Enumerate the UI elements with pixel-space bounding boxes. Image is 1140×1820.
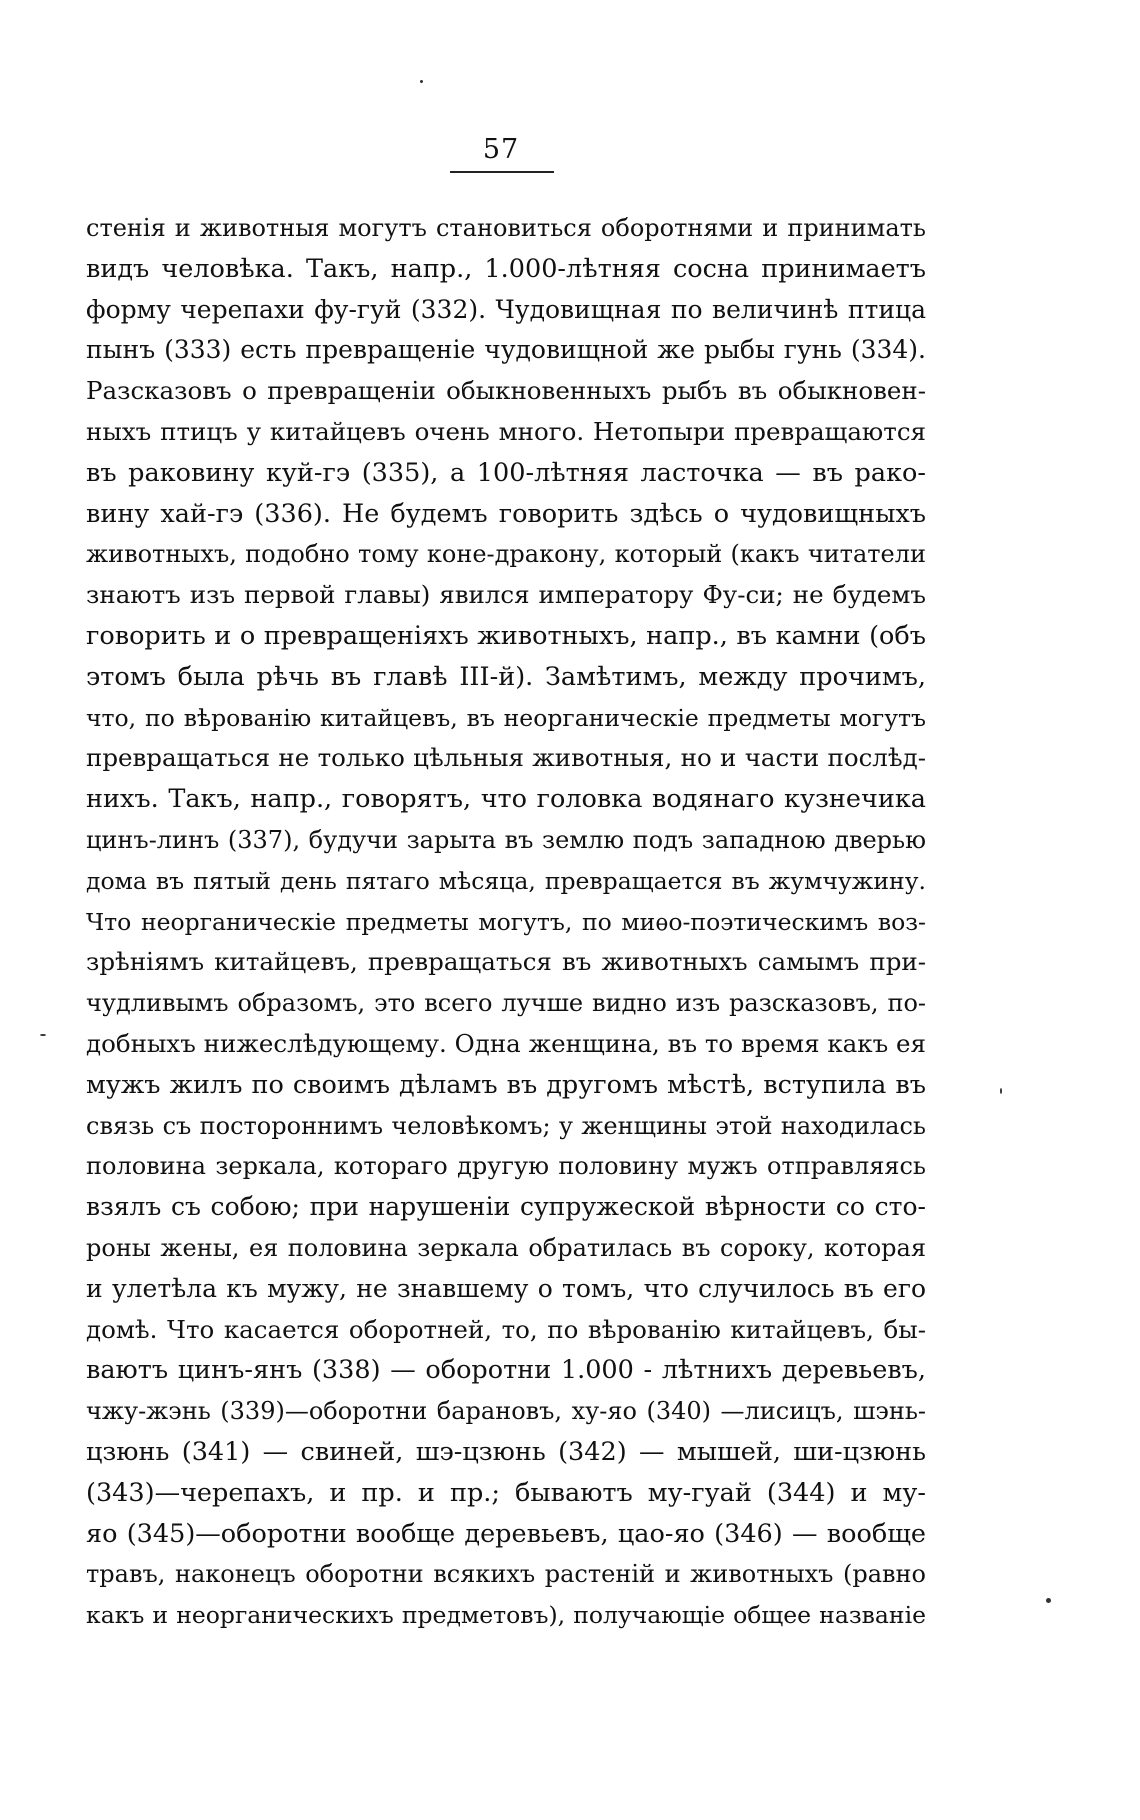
text-line: превращаться не только цѣльныя животныя, но и части послѣд-: [86, 743, 926, 773]
text-line: Разсказовъ о превращеніи обыкновенныхъ рыбъ въ обыкновен-: [86, 376, 926, 406]
text-line: этомъ была рѣчь въ главѣ III-й). Замѣтимъ, между прочимъ,: [86, 661, 926, 692]
text-line: взялъ съ собою; при нарушеніи супружеской вѣрности со сто-: [86, 1192, 926, 1222]
text-line: чудливымъ образомъ, это всего лучше видно изъ разсказовъ, по-: [86, 989, 926, 1018]
text-line: Что неорганическіе предметы могутъ, по миѳо-поэтическимъ воз-: [86, 907, 926, 936]
text-line: дома въ пятый день пятаго мѣсяца, превращается въ жумчужину.: [86, 866, 926, 895]
page-number-rule: [450, 171, 554, 173]
text-line: (343)—черепахъ, и пр. и пр.; бываютъ му-гуай (344) и му-: [86, 1477, 926, 1508]
text-line: зрѣніямъ китайцевъ, превращаться въ животныхъ самымъ при-: [86, 947, 926, 977]
text-line: ныхъ птицъ у китайцевъ очень много. Нетопыри превращаются: [86, 416, 926, 446]
text-line: стенія и животныя могутъ становиться оборотнями и принимать: [86, 214, 926, 242]
page-number: 57: [482, 134, 520, 165]
body-text: [86, 208, 926, 1636]
text-line: видъ человѣка. Такъ, напр., 1.000-лѣтняя сосна принимаетъ: [86, 253, 926, 284]
text-line: знаютъ изъ первой главы) явился императору Фу-си; не будемъ: [86, 580, 926, 610]
text-line: вину хай-гэ (336). Не будемъ говорить здѣсь о чудовищныхъ: [86, 498, 926, 529]
text-line: и улетѣла къ мужу, не знавшему о томъ, что случилось въ его: [86, 1273, 926, 1303]
text-line: роны жены, ея половина зеркала обратилась въ сороку, которая: [86, 1233, 926, 1262]
ink-speck: [1000, 1088, 1002, 1094]
ink-speck: [420, 80, 423, 83]
ink-speck: [40, 1034, 46, 1036]
text-line: что, по вѣрованію китайцевъ, въ неорганическіе предметы могутъ: [86, 703, 926, 732]
text-line: ваютъ цинъ-янъ (338) — оборотни 1.000 - лѣтнихъ деревьевъ,: [86, 1355, 926, 1386]
text-line: связь съ постороннимъ человѣкомъ; у женщины этой находилась: [86, 1111, 926, 1140]
text-line: половина зеркала, котораго другую половину мужъ отправляясь: [86, 1152, 926, 1181]
text-line: домѣ. Что касается оборотней, то, по вѣрованію китайцевъ, бы-: [86, 1314, 926, 1344]
text-line: животныхъ, подобно тому коне-дракону, который (какъ читатели: [86, 540, 926, 569]
text-line: форму черепахи фу-гуй (332). Чудовищная по величинѣ птица: [86, 294, 926, 324]
text-line: цинъ-линъ (337), будучи зарыта въ землю подъ западною дверью: [86, 825, 926, 854]
text-line: какъ и неорганическихъ предметовъ), получающіе общее названіе: [86, 1601, 926, 1630]
text-line: въ раковину куй-гэ (335), а 100-лѣтняя ласточка — въ рако-: [86, 457, 926, 488]
ink-speck: [1046, 1598, 1051, 1603]
text-line: мужъ жилъ по своимъ дѣламъ въ другомъ мѣстѣ, вступила въ: [86, 1069, 926, 1100]
text-line: яо (345)—оборотни вообще деревьевъ, цао-яо (346) — вообще: [86, 1518, 926, 1549]
text-line: говорить и о превращеніяхъ животныхъ, напр., въ камни (объ: [86, 620, 926, 651]
text-line: травъ, наконецъ оборотни всякихъ растеній и животныхъ (равно: [86, 1560, 926, 1589]
text-line: цзюнь (341) — свиней, шэ-цзюнь (342) — мышей, ши-цзюнь: [86, 1436, 926, 1467]
text-line: нихъ. Такъ, напр., говорятъ, что головка водянаго кузнечика: [86, 784, 926, 815]
text-line: пынъ (333) есть превращеніе чудовищной же рыбы гунь (334).: [86, 335, 926, 365]
text-line: чжу-жэнь (339)—оборотни барановъ, ху-яо (340) —лисицъ, шэнь-: [86, 1397, 926, 1426]
text-line: добныхъ нижеслѣдующему. Одна женщина, въ то время какъ ея: [86, 1028, 926, 1058]
